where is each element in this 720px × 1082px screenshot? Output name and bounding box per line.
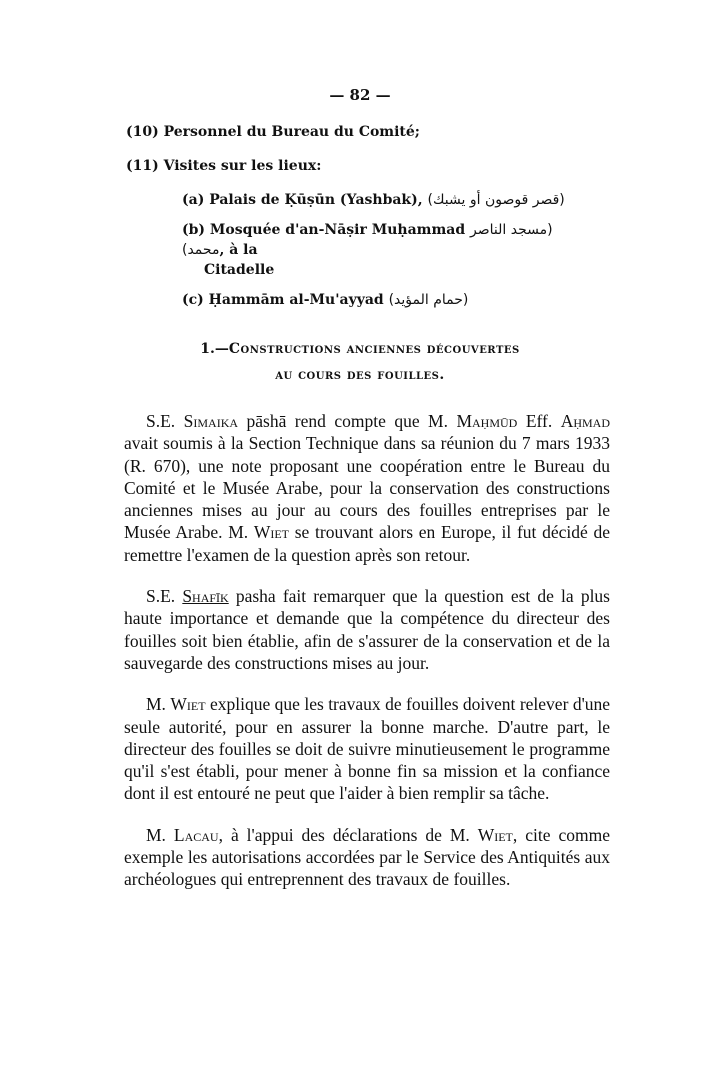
- agenda-item-11: (11) Visites sur les lieux:: [126, 158, 322, 174]
- agenda-subitem-b: [182, 220, 596, 280]
- p3-name-wiet: Wiet: [170, 694, 206, 715]
- p4-name-lacau: Lacau: [173, 824, 219, 845]
- section-title-line1: Constructions anciennes découvertes: [228, 341, 520, 357]
- section-title-line2: au cours des fouilles.: [275, 367, 445, 383]
- subitem-b-continuation: Citadelle: [204, 262, 275, 278]
- p1-prefix: S.E.: [146, 411, 184, 431]
- p2-prefix: S.E.: [146, 586, 183, 607]
- section-heading: [120, 336, 600, 388]
- subitem-b-label: (b) Mosquée d'an-Nāṣir Muḥammad: [182, 222, 466, 238]
- paragraph-1: [124, 410, 610, 566]
- page-number: — 82 —: [329, 86, 391, 104]
- p4-prefix: M.: [146, 824, 174, 845]
- agenda-item-10: (10) Personnel du Bureau du Comité;: [126, 124, 420, 140]
- p1-text-2: Eff.: [517, 411, 561, 431]
- subitem-c-arabic: (حمام المؤيد): [388, 292, 469, 308]
- p1-text-3: avait soumis à la Section Technique dans sa réunion du 7 mars 1933 (R. 670), une note proposant une coopération entre le Bureau du Comité et le Musée Arabe, pour la conservation des constructions anciennes mises au jour au cours des fouilles entreprises par le Musée Arabe. M.: [124, 433, 610, 543]
- p2-name-shafik: Shafīk: [182, 586, 229, 607]
- section-number: 1.—: [200, 341, 229, 357]
- subitem-a-label: (a) Palais de Ḳūṣūn (Yashbak),: [182, 192, 423, 208]
- subitem-c-label: (c) Ḥammām al-Mu'ayyad: [182, 292, 384, 308]
- subitem-b-suffix: , à la: [219, 242, 258, 258]
- p1-name-mahmud: Maḥmūd: [456, 411, 518, 431]
- p2-text-1: pasha fait remarquer que la question est de la plus haute importance et demande que la compétence du directeur des fouilles soit bien établie, afin de s'assurer de la conservation et de la sauvegarde des constructions mises au jour.: [124, 586, 610, 673]
- subitem-a-arabic: (قصر قوصون أو يشبك): [427, 192, 565, 208]
- agenda-list: [126, 122, 596, 320]
- p3-prefix: M.: [146, 694, 171, 715]
- p4-text-1: , à l'appui des déclarations de M.: [218, 824, 478, 845]
- paragraph-3: [124, 693, 610, 804]
- p1-name-ahmad: Aḥmad: [560, 411, 610, 431]
- subitem-b-arabic: (مسجد الناصر محمد): [182, 222, 553, 258]
- p1-name-wiet: Wiet: [253, 522, 290, 543]
- agenda-subitem-a: [182, 190, 596, 210]
- paragraph-2: [124, 585, 610, 674]
- p3-text-1: explique que les travaux de fouilles doivent relever d'une seule autorité, pour en assurer la bonne marche. D'autre part, le directeur des fouilles se doit de suivre minutieusement le programme qu'il s'est établi, pour mener à bonne fin sa mission et la confiance dont il est entouré ne peut que l'aider à bien remplir sa tâche.: [124, 694, 610, 804]
- section-heading-line1: [120, 336, 600, 362]
- p1-name-simaika: Simaika: [183, 411, 239, 431]
- agenda-subitem-c: [182, 290, 596, 310]
- p4-name-wiet: Wiet: [477, 824, 513, 845]
- p1-text-4: se trouvant alors en Europe, il fut décidé de remettre l'examen de la question après son retour.: [124, 522, 610, 565]
- body-text: [124, 410, 610, 910]
- paragraph-4: [124, 824, 610, 891]
- p1-text-1: pāshā rend compte que M.: [238, 411, 457, 431]
- p4-text-2: , cite comme exemple les autorisations accordées par le Service des Antiquités aux archéologues qui entreprennent des travaux de fouilles.: [124, 824, 610, 890]
